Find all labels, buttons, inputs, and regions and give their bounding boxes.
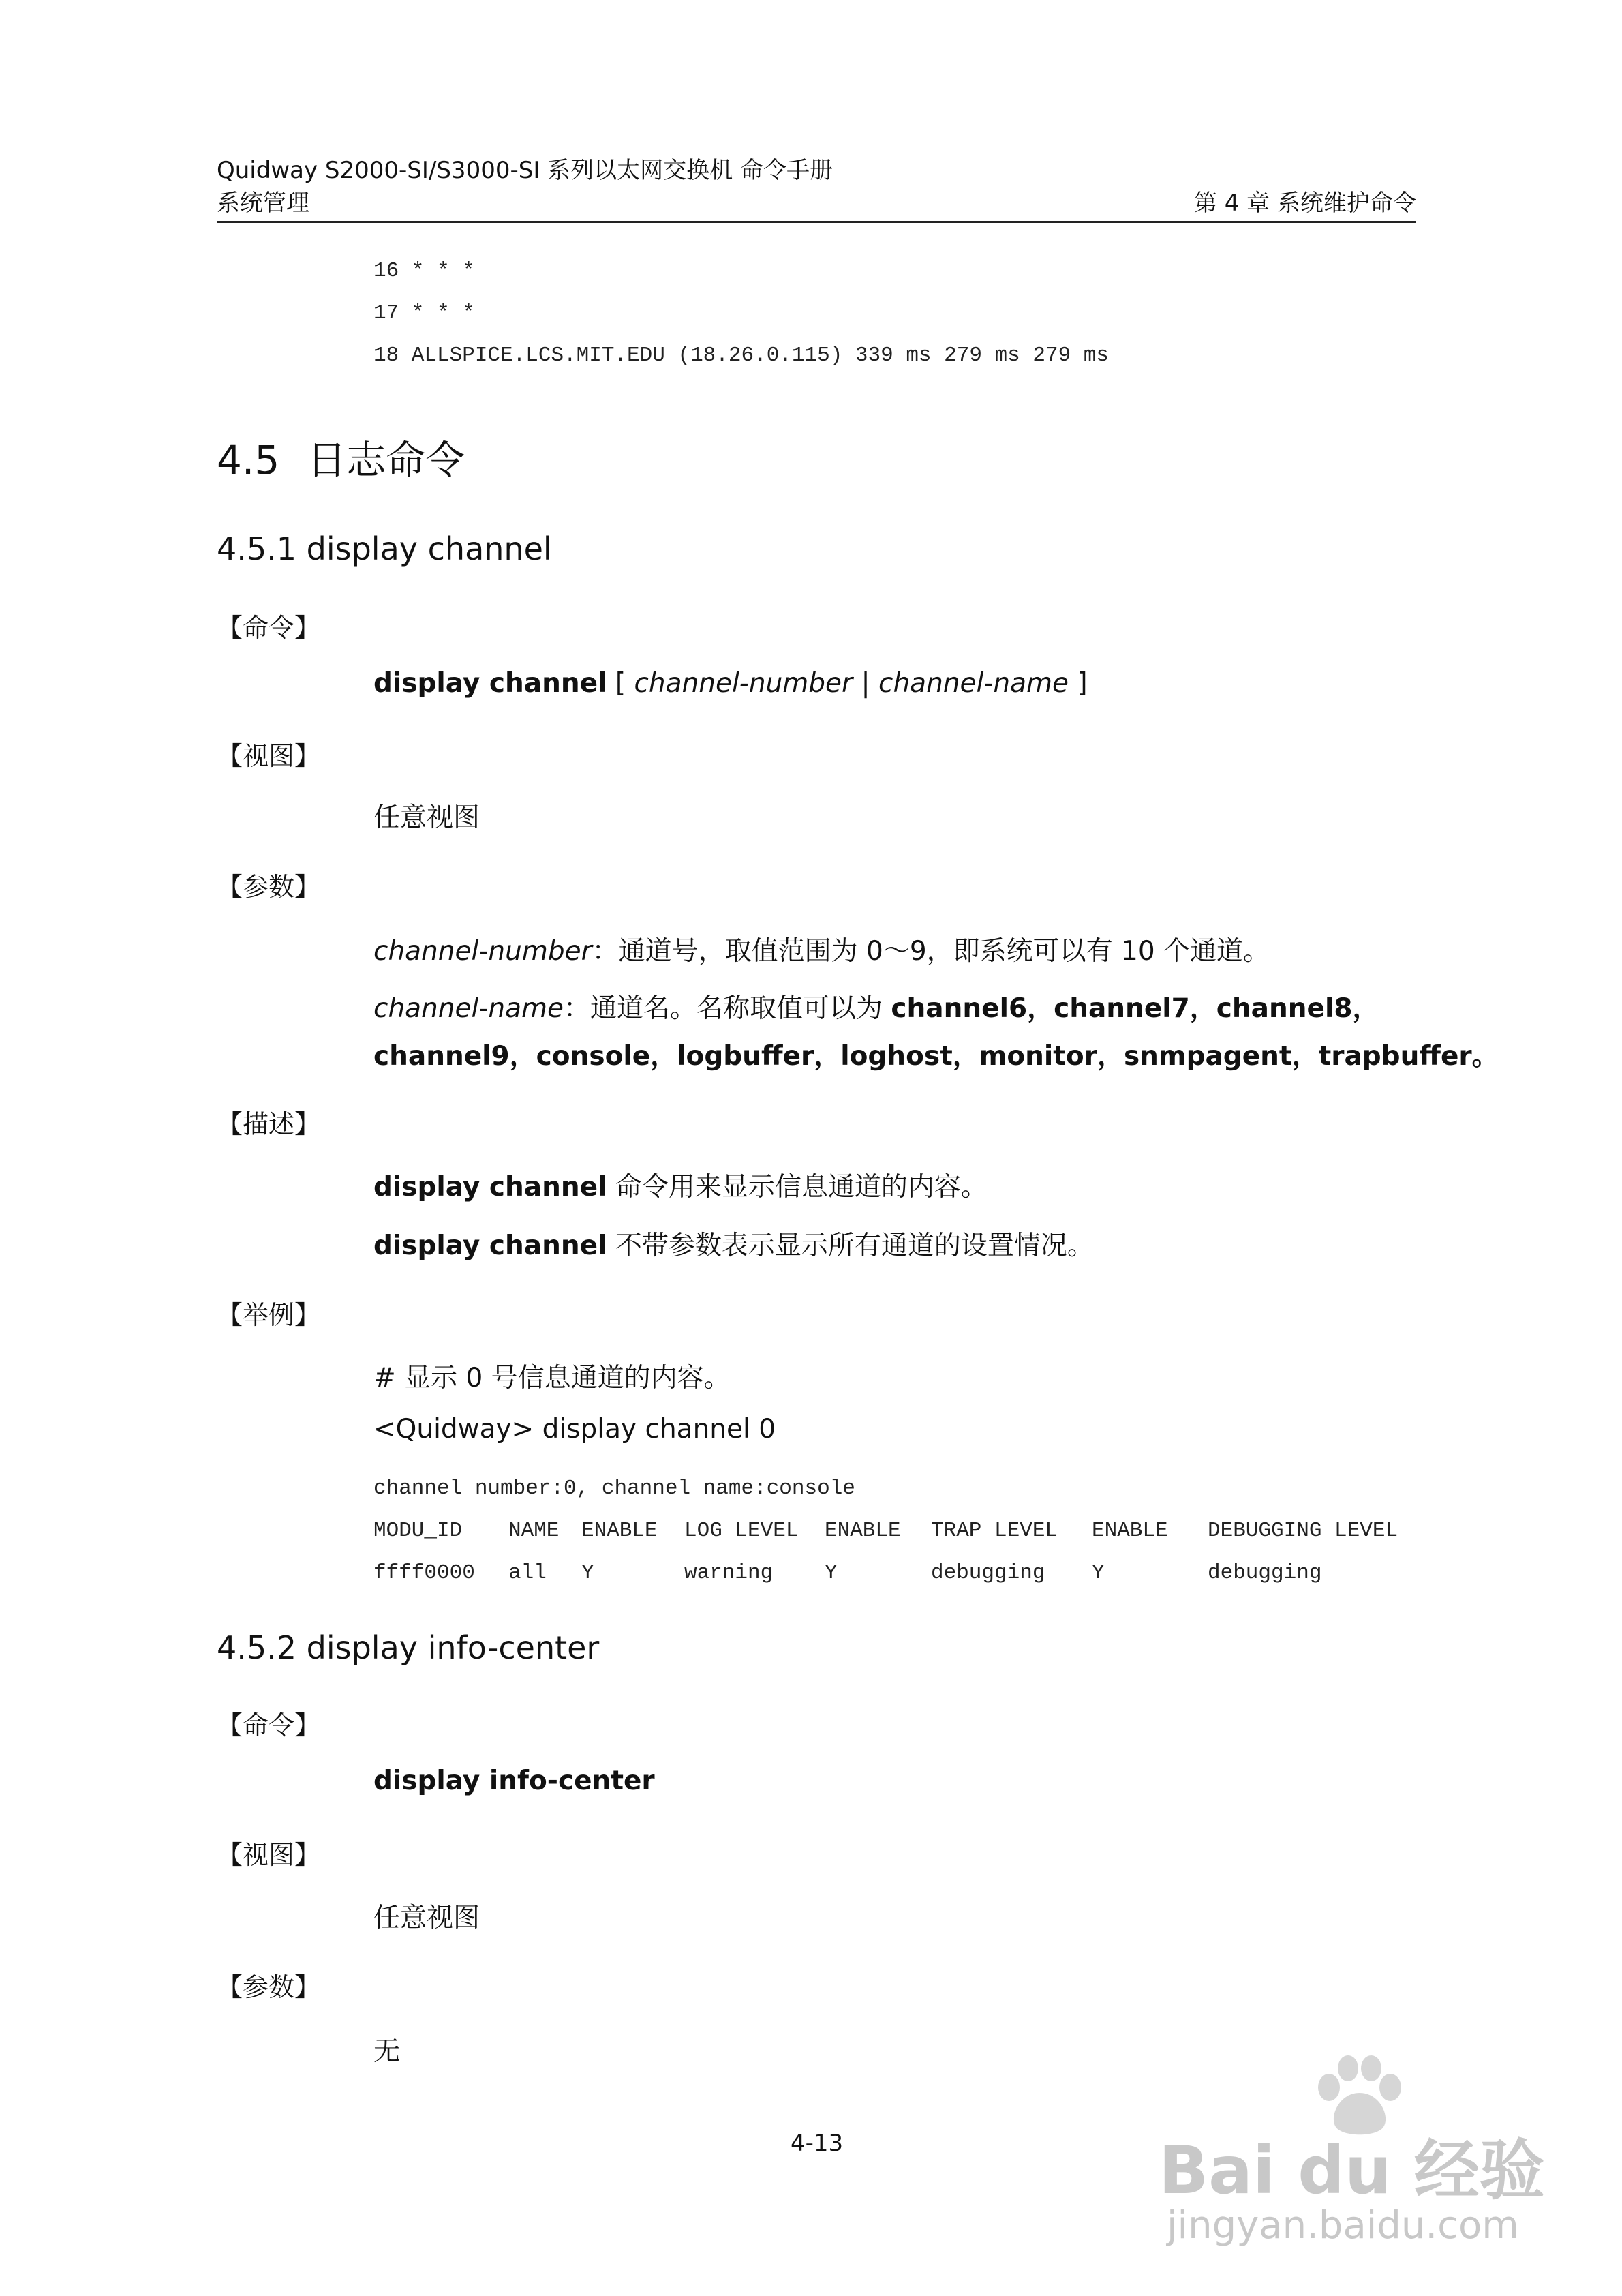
description-line	[373, 1224, 1094, 1263]
header-chapter: 第 4 章 系统维护命令	[1193, 190, 1416, 217]
command-keyword: display channel	[373, 1230, 607, 1261]
output-header-cell: MODU_ID	[373, 1519, 463, 1543]
header-title: Quidway S2000-SI/S3000-SI 系列以太网交换机 命令手册	[217, 157, 833, 184]
param-values-continued: channel9，console，logbuffer，loghost，monitor，snmpagent，trapbuffer。	[373, 1041, 1499, 1072]
syntax-bracket: [	[607, 668, 634, 699]
output-cell: Y	[1092, 1561, 1105, 1585]
output-header-cell: DEBUGGING LEVEL	[1208, 1519, 1398, 1543]
example-command: <Quidway> display channel 0	[373, 1414, 776, 1445]
output-header-cell: ENABLE	[581, 1519, 658, 1543]
command-keyword: display channel	[373, 668, 607, 699]
trace-line: 18 ALLSPICE.LCS.MIT.EDU (18.26.0.115) 339 ms 279 ms 279 ms	[373, 344, 1109, 367]
header-divider	[217, 221, 1416, 223]
view-tag: 【视图】	[217, 741, 321, 771]
param-channel-number-desc	[373, 930, 1270, 968]
view-tag: 【视图】	[217, 1840, 321, 1870]
output-cell: warning	[684, 1561, 774, 1585]
subsection-heading-display-info-center: 4.5.2 display info-center	[217, 1629, 600, 1666]
param-tag: 【参数】	[217, 872, 321, 902]
command-keyword: display info-center	[373, 1766, 655, 1796]
output-cell: all	[508, 1561, 547, 1585]
description-text: 命令用来显示信息通道的内容。	[607, 1172, 988, 1203]
watermark-brand: Bai du 经验	[1159, 2132, 1545, 2209]
param-channel-number: channel-number	[634, 668, 853, 699]
example-tag: 【举例】	[217, 1300, 321, 1330]
param-name: channel-name	[373, 993, 564, 1024]
param-desc: ：通道名。名称取值可以为	[564, 993, 891, 1024]
output-line: channel number:0, channel name:console	[373, 1477, 855, 1500]
param-tag: 【参数】	[217, 1972, 321, 2002]
section-heading	[217, 428, 465, 485]
subsection-heading-display-channel: 4.5.1 display channel	[217, 530, 552, 567]
param-name: channel-number	[373, 936, 592, 967]
section-title: 日志命令	[307, 437, 465, 483]
output-header-cell: ENABLE	[825, 1519, 901, 1543]
syntax-separator: |	[853, 668, 879, 699]
output-header-cell: TRAP LEVEL	[931, 1519, 1058, 1543]
trace-line: 17 * * *	[373, 301, 475, 325]
description-text: 不带参数表示显示所有通道的设置情况。	[607, 1230, 1094, 1261]
view-text: 任意视图	[373, 802, 480, 833]
page-number: 4-13	[791, 2130, 844, 2157]
param-desc: ：通道号，取值范围为 0～9，即系统可以有 10 个通道。	[592, 936, 1270, 967]
output-cell: Y	[581, 1561, 594, 1585]
param-values: channel6，channel7，channel8，	[891, 993, 1379, 1024]
output-header-cell: LOG LEVEL	[684, 1519, 799, 1543]
param-channel-name: channel-name	[878, 668, 1069, 699]
param-channel-name-desc	[373, 987, 1379, 1025]
description-line	[373, 1166, 988, 1204]
command-tag: 【命令】	[217, 613, 321, 643]
output-header-cell: ENABLE	[1092, 1519, 1168, 1543]
output-cell: Y	[825, 1561, 838, 1585]
syntax-bracket: ]	[1069, 668, 1088, 699]
section-number: 4.5	[217, 437, 280, 483]
command-keyword: display channel	[373, 1172, 607, 1203]
watermark-url: jingyan.baidu.com	[1167, 2203, 1519, 2248]
output-cell: ffff0000	[373, 1561, 475, 1585]
param-text: 无	[373, 2036, 401, 2067]
command-syntax	[373, 668, 1088, 699]
view-text: 任意视图	[373, 1903, 480, 1933]
output-cell: debugging	[1208, 1561, 1322, 1585]
output-header-cell: NAME	[508, 1519, 560, 1543]
command-tag: 【命令】	[217, 1710, 321, 1740]
description-tag: 【描述】	[217, 1109, 321, 1139]
example-comment: # 显示 0 号信息通道的内容。	[373, 1363, 731, 1393]
trace-line: 16 * * *	[373, 259, 475, 283]
header-section: 系统管理	[217, 190, 309, 217]
output-cell: debugging	[931, 1561, 1045, 1585]
